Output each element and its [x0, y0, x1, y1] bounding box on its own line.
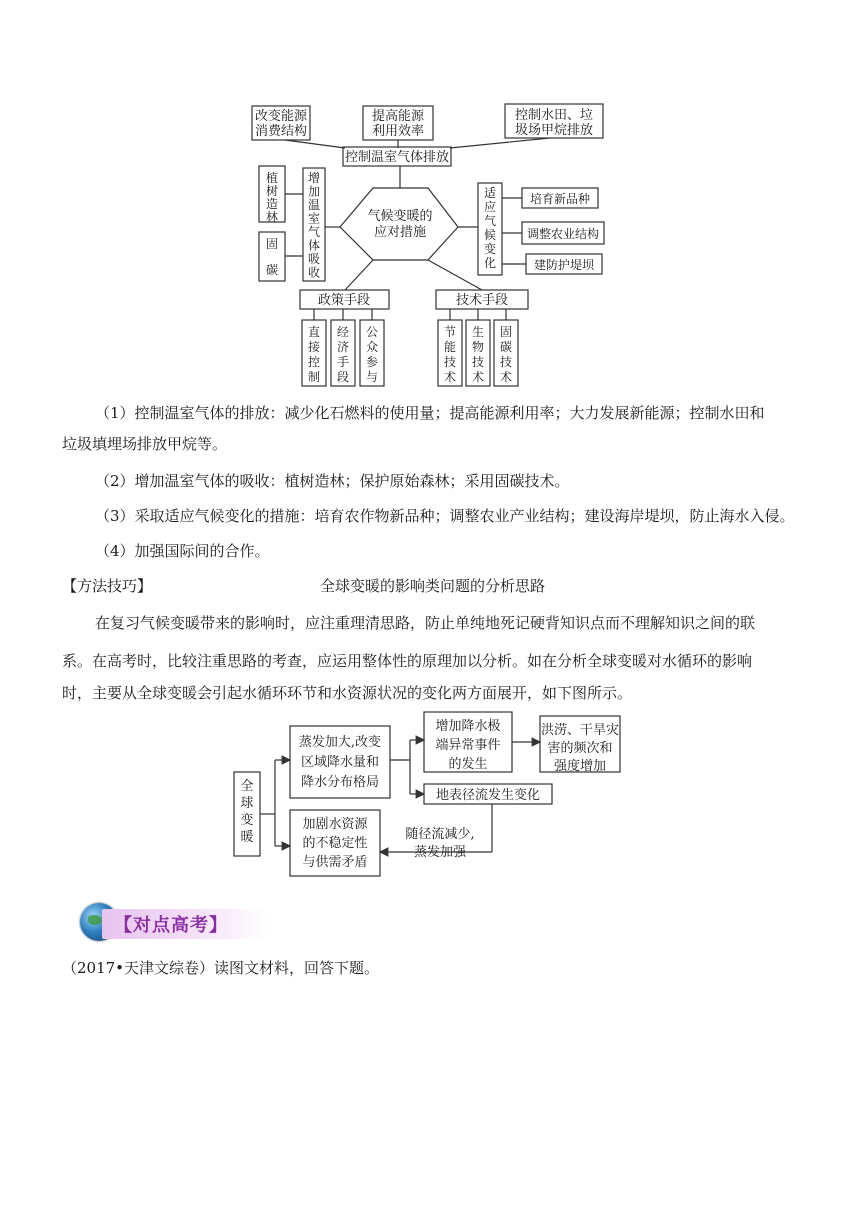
arrow-note-label: 蒸发加强: [413, 845, 467, 860]
carbon-fix-label: 固: [265, 237, 279, 251]
adapt-climate-label: 化: [483, 256, 497, 270]
global-warming-label: 全: [240, 779, 254, 794]
tech-item-label: 术: [443, 370, 457, 384]
flood-drought-label: 害的频次和: [547, 741, 613, 756]
tech-item-label: 技: [471, 355, 485, 369]
evaporation-label: 降水分布格局: [300, 775, 380, 790]
top-box-label: 利用效率: [371, 124, 425, 139]
paragraph-2: （2）增加温室气体的吸收：植树造林；保护原始森林；采用固碳技术。: [95, 472, 570, 490]
increase-absorption-label: 加: [307, 184, 321, 199]
increase-absorption-label: 室: [307, 211, 321, 226]
extreme-events-label: 增加降水极: [435, 719, 501, 734]
tech-item-label: 生: [471, 325, 485, 339]
evaporation-label: 蒸发加大,改变: [298, 735, 382, 750]
tech-item-label: 节: [443, 325, 457, 339]
increase-absorption-label: 体: [307, 238, 321, 253]
tech-item-label: 固: [499, 325, 513, 339]
policy-item-label: 与: [365, 370, 379, 384]
policy-item-label: 段: [336, 370, 350, 384]
increase-absorption-label: 收: [307, 265, 321, 280]
flood-drought-label: 洪涝、干旱灾: [540, 723, 620, 738]
flood-drought-label: 强度增加: [553, 759, 607, 774]
adapt-item-label: 培育新品种: [529, 192, 591, 206]
method-tag: 【方法技巧】: [62, 577, 153, 595]
global-warming-label: 球: [240, 796, 254, 811]
increase-absorption-label: 温: [307, 198, 321, 212]
increase-absorption-label: 增: [307, 171, 321, 185]
global-warming-label: 暖: [240, 830, 254, 845]
exam-banner: [80, 903, 270, 943]
method-line-1: 在复习气候变暖带来的影响时，应注重理清思路，防止单纯地死记硬背知识点而不理解知识之间的联: [95, 614, 756, 632]
extreme-events-label: 端异常事件: [435, 738, 501, 753]
adapt-climate-label: 候: [483, 228, 497, 242]
tech-item-label: 能: [443, 340, 457, 354]
global-warming-label: 变: [240, 813, 254, 828]
policy-item-label: 控: [307, 355, 321, 369]
water-cycle-diagram: [230, 710, 630, 880]
method-line-2: 系。在高考时，比较注重思路的考查，应运用整体性的原理加以分析。如在分析全球变暖对水循环的影响: [62, 652, 753, 670]
plant-trees-label: 树: [265, 184, 279, 198]
policy-item-label: 手: [336, 355, 350, 369]
adapt-climate-label: 气: [483, 214, 497, 228]
paragraph-3: （3）采取适应气候变化的措施：培育农作物新品种；调整农业产业结构；建设海岸堤坝，防止海水入侵。: [95, 507, 795, 525]
question-intro: （2017•天津文综卷）读图文材料，回答下题。: [62, 959, 380, 977]
policy-item-label: 众: [365, 340, 379, 354]
increase-absorption-label: 吸: [307, 252, 321, 266]
policy-item-label: 接: [307, 340, 321, 354]
paragraph-1-line-2: 垃圾填埋场排放甲烷等。: [62, 435, 228, 453]
top-box-label: 提高能源: [371, 109, 425, 124]
adapt-climate-label: 变: [483, 242, 497, 256]
control-emission-label: 控制温室气体排放: [344, 150, 450, 165]
policy-item-label: 经: [336, 325, 350, 339]
tech-item-label: 技: [443, 355, 457, 369]
top-box-label: 圾场甲烷排放: [514, 123, 594, 138]
climate-response-diagram: [250, 100, 612, 392]
policy-item-label: 公: [365, 325, 379, 339]
tech-label: 技术手段: [455, 293, 509, 308]
center-hexagon-label: 应对措施: [373, 225, 427, 240]
top-box-label: 控制水田、垃: [514, 108, 594, 123]
tech-item-label: 物: [471, 340, 485, 354]
adapt-climate-label: 适: [483, 186, 497, 200]
method-title: 全球变暖的影响类问题的分析思路: [320, 577, 546, 595]
policy-item-label: 制: [307, 370, 321, 384]
banner-label: 【对点高考】: [114, 915, 228, 936]
policy-label: 政策手段: [317, 293, 371, 308]
paragraph-4: （4）加强国际间的合作。: [95, 542, 270, 560]
method-heading: [62, 575, 797, 599]
policy-item-label: 济: [336, 340, 350, 354]
extreme-events-label: 的发生: [448, 757, 488, 772]
water-resources-label: 的不稳定性: [302, 836, 368, 851]
tech-item-label: 术: [471, 370, 485, 384]
adapt-item-label: 调整农业结构: [526, 227, 600, 241]
adapt-item-label: 建防护堤坝: [533, 258, 595, 272]
tech-item-label: 技: [499, 355, 513, 369]
paragraph-1-line-1: （1）控制温室气体的排放：减少化石燃料的使用量；提高能源利用率；大力发展新能源；控制水田和: [95, 404, 765, 422]
top-box-label: 消费结构: [254, 124, 308, 139]
water-resources-label: 加剧水资源: [302, 817, 368, 832]
top-box-label: 改变能源: [254, 109, 308, 124]
center-hexagon-label: 气候变暖的: [367, 209, 433, 224]
tech-item-label: 碳: [499, 340, 513, 354]
evaporation-label: 区域降水量和: [300, 755, 380, 770]
plant-trees-label: 造: [265, 197, 279, 211]
increase-absorption-label: 气: [307, 225, 321, 239]
method-line-3: 时，主要从全球变暖会引起水循环环节和水资源状况的变化两方面展开，如下图所示。: [62, 684, 633, 702]
water-resources-label: 与供需矛盾: [302, 855, 368, 870]
policy-item-label: 直: [307, 325, 321, 339]
carbon-fix-label: 碳: [265, 263, 279, 277]
plant-trees-label: 林: [265, 210, 279, 224]
adapt-climate-label: 应: [483, 200, 497, 214]
arrow-note-label: 随径流减少,: [405, 827, 475, 842]
runoff-label: 地表径流发生变化: [435, 788, 541, 803]
tech-item-label: 术: [499, 370, 513, 384]
policy-item-label: 参: [365, 355, 379, 369]
plant-trees-label: 植: [265, 171, 279, 185]
